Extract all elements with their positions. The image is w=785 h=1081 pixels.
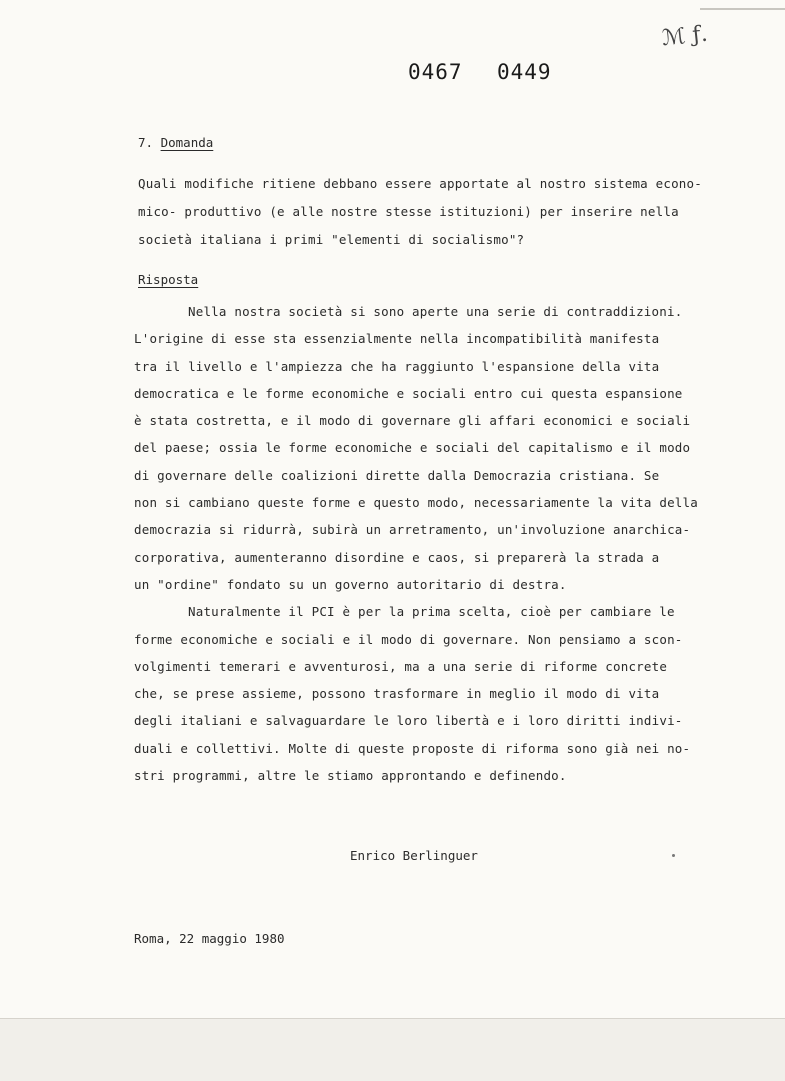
answer-line: Nella nostra società si sono aperte una serie di contraddizioni.: [188, 304, 683, 319]
question-text: [138, 170, 718, 254]
scan-edge-line: [700, 8, 785, 10]
signature: Enrico Berlinguer: [350, 848, 478, 863]
paper-speck: [672, 854, 675, 857]
question-number: 7.: [138, 135, 154, 150]
handwritten-initials: ℳ ƒ.: [660, 21, 709, 52]
answer-line: è stata costretta, e il modo di governare gli affari economici e sociali: [134, 413, 691, 429]
answer-line: forme economiche e sociali e il modo di governare. Non pensiamo a scon-: [134, 631, 683, 647]
question-heading-label: Domanda: [160, 135, 214, 150]
answer-heading: Risposta: [138, 272, 199, 287]
answer-line: volgimenti temerari e avventurosi, ma a una serie di riforme concrete: [134, 658, 668, 674]
answer-line: tra il livello e l'ampiezza che ha raggiunto l'espansione della vita: [134, 358, 660, 374]
answer-line: che, se prese assieme, possono trasformare in meglio il modo di vita: [134, 686, 660, 702]
answer-line: del paese; ossia le forme economiche e sociali del capitalismo e il modo: [134, 440, 691, 456]
place-date: Roma, 22 maggio 1980: [134, 931, 285, 946]
answer-text: [134, 298, 734, 789]
answer-line: democrazia si ridurrà, subirà un arretramento, un'involuzione anarchica-: [134, 522, 691, 538]
question-heading: [138, 135, 213, 150]
archive-stamp-left: 0467: [408, 60, 463, 84]
scan-bottom-edge: [0, 1018, 785, 1081]
question-line: mico- produttivo (e alle nostre stesse istituzioni) per inserire nella: [138, 204, 679, 219]
answer-line: non si cambiano queste forme e questo modo, necessariamente la vita della: [134, 495, 698, 511]
question-line: Quali modifiche ritiene debbano essere apportate al nostro sistema econo-: [138, 176, 702, 191]
answer-line: corporativa, aumenteranno disordine e caos, si preparerà la strada a: [134, 549, 660, 565]
answer-line: di governare delle coalizioni dirette dalla Democrazia cristiana. Se: [134, 467, 660, 483]
answer-line: Naturalmente il PCI è per la prima scelta, cioè per cambiare le: [188, 604, 675, 620]
answer-line: democratica e le forme economiche e sociali entro cui questa espansione: [134, 385, 683, 401]
answer-line: L'origine di esse sta essenzialmente nella incompatibilità manifesta: [134, 331, 660, 347]
question-line: società italiana i primi "elementi di socialismo"?: [138, 232, 525, 247]
answer-line: stri programmi, altre le stiamo approntando e definendo.: [134, 768, 567, 784]
answer-line: duali e collettivi. Molte di queste proposte di riforma sono già nei no-: [134, 740, 691, 756]
archive-stamp-right: 0449: [497, 60, 552, 84]
answer-line: un "ordine" fondato su un governo autoritario di destra.: [134, 576, 567, 592]
answer-line: degli italiani e salvaguardare le loro libertà e i loro diritti indivi-: [134, 713, 683, 729]
